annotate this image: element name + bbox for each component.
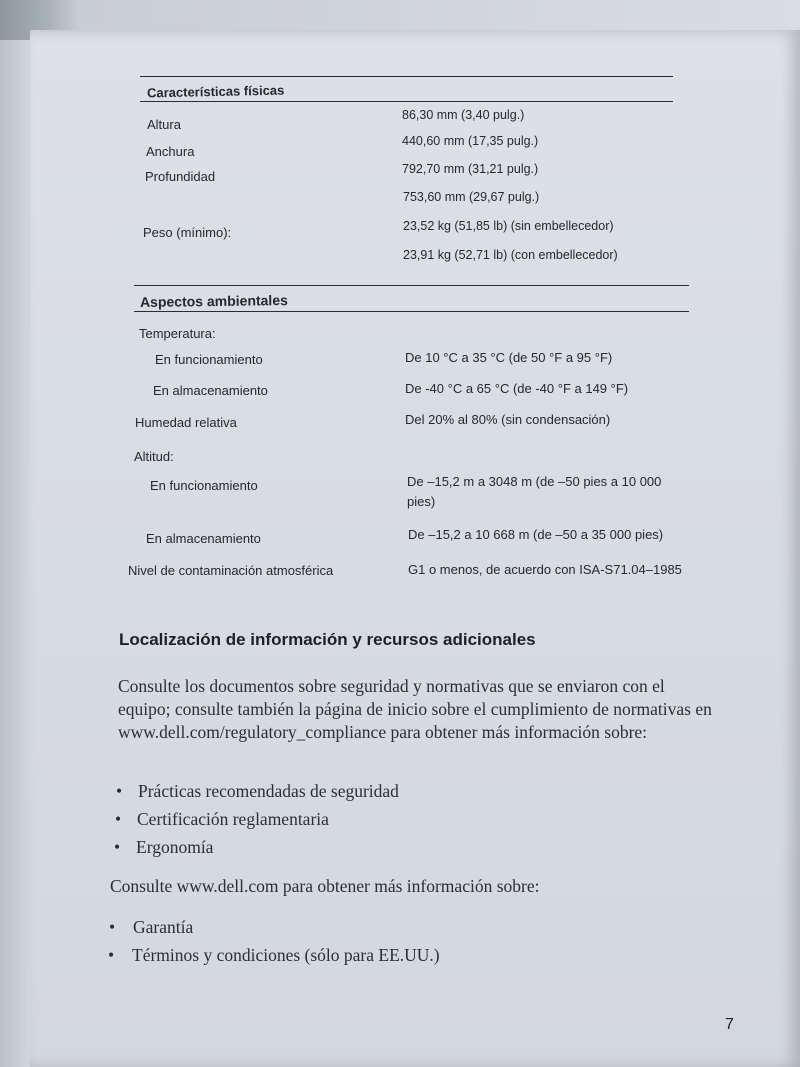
list-item-text: Prácticas recomendadas de seguridad — [138, 781, 399, 801]
dell-link: www.dell.com — [176, 876, 279, 896]
value-alt-almacenamiento: De –15,2 a 10 668 m (de –50 a 35 000 pies) — [408, 527, 664, 542]
value-altura: 86,30 mm (3,40 pulg.) — [402, 108, 525, 122]
label-humedad: Humedad relativa — [135, 415, 237, 430]
value-humedad: Del 20% al 80% (sin condensación) — [405, 412, 611, 427]
label-anchura: Anchura — [146, 144, 195, 159]
label-peso: Peso (mínimo): — [143, 225, 232, 240]
label-altitud: Altitud: — [134, 449, 174, 464]
paragraph-dell-b: para obtener más información sobre: — [278, 876, 540, 896]
paragraph-normativas-b: para obtener más información sobre: — [386, 722, 648, 742]
label-temperatura: Temperatura: — [139, 326, 216, 341]
label-profundidad: Profundidad — [145, 169, 216, 184]
value-profundidad: 792,70 mm (31,21 pulg.) — [402, 162, 539, 176]
bullet-icon: • — [108, 945, 115, 965]
bullet-icon: • — [115, 809, 122, 829]
table-top-rule — [140, 76, 673, 77]
value-peso-con: 23,91 kg (52,71 lb) (con embellecedor) — [403, 248, 618, 262]
value-anchura: 440,60 mm (17,35 pulg.) — [402, 134, 539, 148]
list-item — [109, 917, 193, 938]
table-top-rule-2 — [134, 285, 689, 286]
list-item — [115, 809, 329, 830]
label-altura: Altura — [147, 117, 181, 132]
value-contaminacion: G1 o menos, de acuerdo con ISA-S71.04–1985 — [408, 562, 682, 577]
paragraph-dell — [110, 875, 730, 898]
label-contaminacion: Nivel de contaminación atmosférica — [128, 563, 334, 578]
label-alt-funcionamiento: En funcionamiento — [150, 478, 258, 493]
heading-recursos: Localización de información y recursos adicionales — [119, 630, 536, 649]
section-title-fisicas: Características físicas — [146, 82, 285, 101]
list-item — [114, 837, 213, 858]
section-rule-ambientales — [134, 311, 689, 312]
value-alt-funcionamiento: De –15,2 m a 3048 m (de –50 pies a 10 000 pies) — [407, 474, 662, 509]
bullet-icon: • — [114, 837, 121, 857]
label-temp-funcionamiento: En funcionamiento — [155, 352, 263, 367]
bullet-icon: • — [109, 917, 116, 937]
list-item-text: Certificación reglamentaria — [137, 809, 329, 829]
value-profundidad-2: 753,60 mm (29,67 pulg.) — [403, 190, 540, 204]
page-number: 7 — [725, 1016, 734, 1033]
list-item — [108, 945, 440, 966]
list-item-text: Ergonomía — [136, 837, 214, 857]
paragraph-normativas-a: Consulte los documentos sobre seguridad y normativas que se enviaron con el equipo; consulte también la página de inicio sobre el cumplimiento de normativas en — [118, 676, 712, 719]
bullet-icon: • — [116, 781, 123, 801]
label-temp-almacenamiento: En almacenamiento — [153, 383, 268, 398]
list-item-text: Garantía — [133, 917, 194, 937]
value-peso-sin: 23,52 kg (51,85 lb) (sin embellecedor) — [403, 219, 614, 233]
label-alt-almacenamiento: En almacenamiento — [146, 531, 261, 546]
section-title-ambientales: Aspectos ambientales — [139, 291, 288, 311]
regulatory-link: www.dell.com/regulatory_compliance — [118, 722, 387, 742]
value-temp-funcionamiento: De 10 °C a 35 °C (de 50 °F a 95 °F) — [405, 350, 613, 365]
list-item-text: Términos y condiciones (sólo para EE.UU.) — [132, 945, 440, 965]
paragraph-normativas — [118, 675, 718, 744]
value-temp-almacenamiento: De -40 °C a 65 °C (de -40 °F a 149 °F) — [405, 381, 629, 396]
section-rule-fisicas — [140, 101, 673, 102]
paragraph-dell-a: Consulte — [110, 876, 177, 896]
list-item — [116, 781, 399, 802]
